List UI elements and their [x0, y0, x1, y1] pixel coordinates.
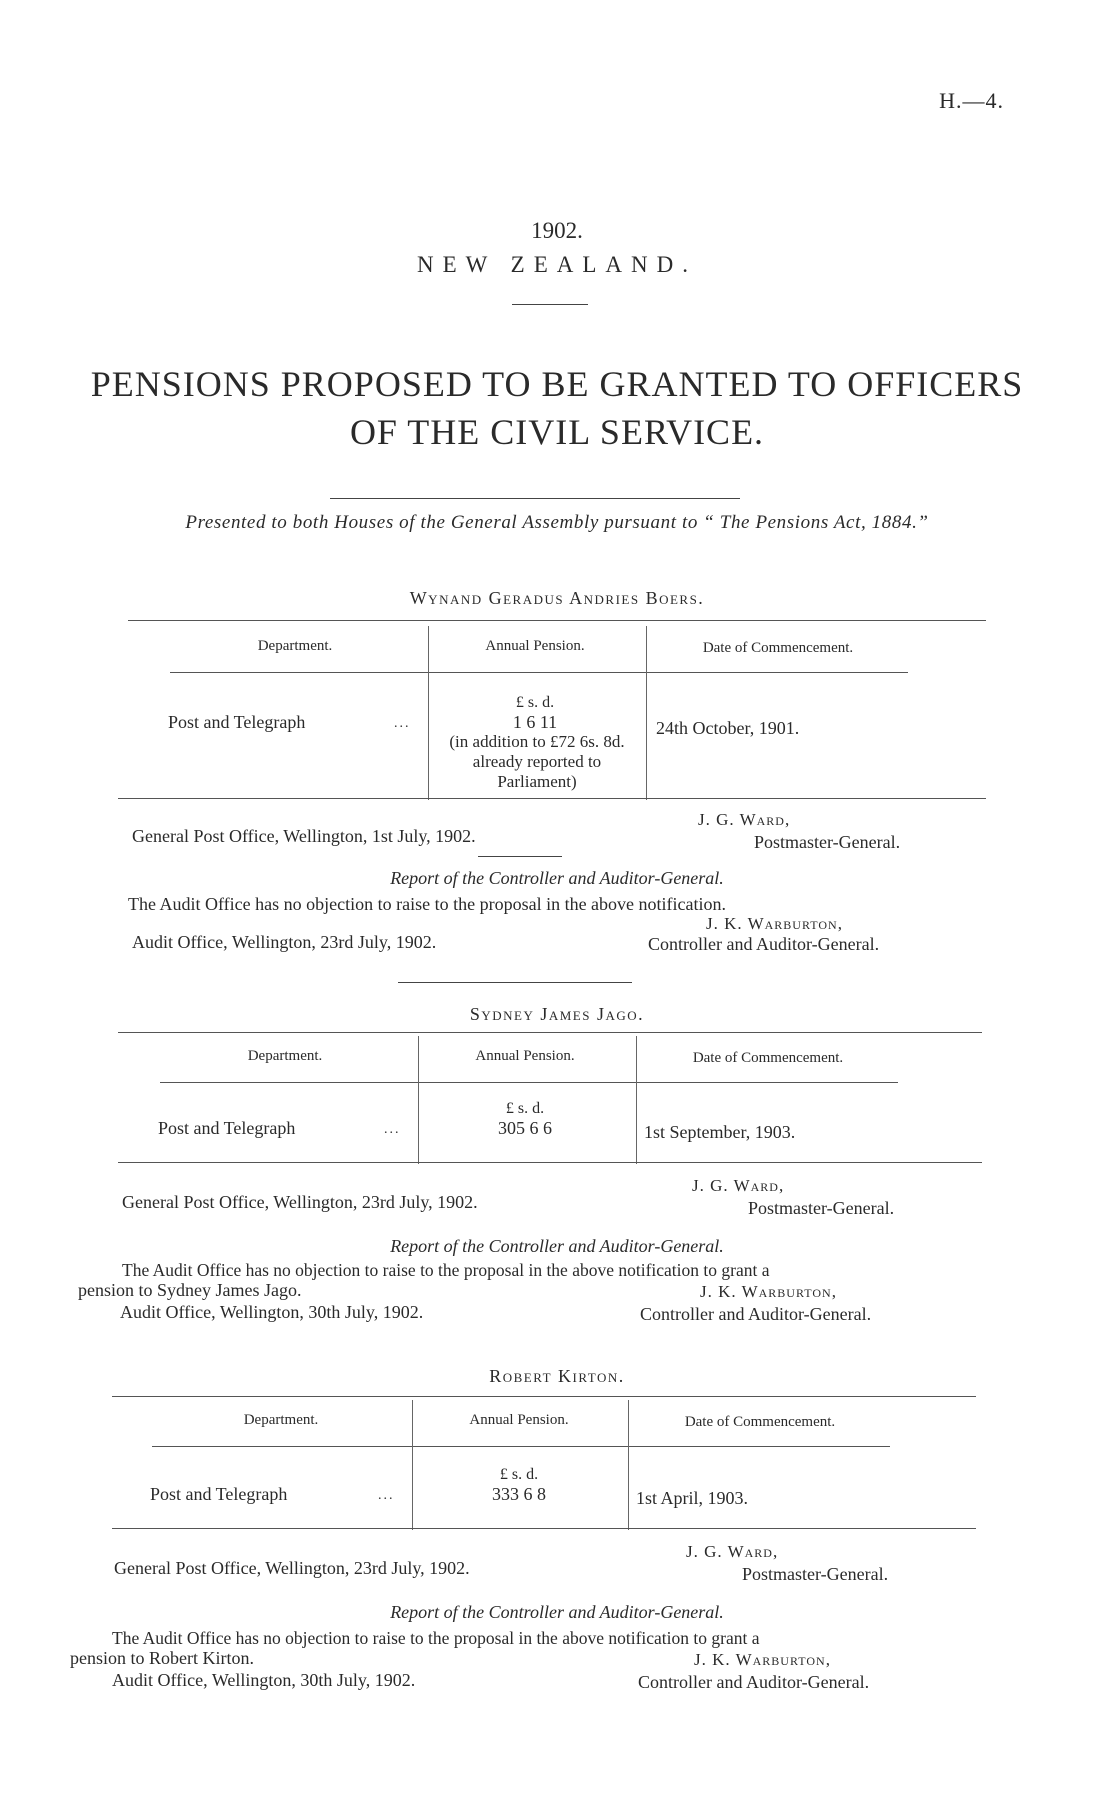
table-top-rule	[128, 620, 986, 621]
postmaster-name: J. G. Ward,	[692, 1176, 785, 1195]
year: 1902.	[531, 218, 583, 243]
presented-statement: Presented to both Houses of the General Assembly pursuant to “ The Pensions Act, 1884.”	[185, 512, 929, 533]
gpo-dated-line: General Post Office, Wellington, 1st July, 1902.	[132, 826, 476, 846]
department-value: Post and Telegraph	[150, 1484, 288, 1504]
audit-dated-line: Audit Office, Wellington, 30th July, 1902.	[112, 1670, 416, 1690]
country: NEW ZEALAND.	[416, 252, 698, 277]
report-heading: Report of the Controller and Auditor-General.	[390, 1602, 724, 1622]
currency-header: £ s. d.	[505, 1100, 545, 1117]
postmaster-name: J. G. Ward,	[686, 1542, 779, 1561]
column-divider	[428, 626, 429, 800]
column-divider	[418, 1036, 419, 1164]
postmaster-title: Postmaster-General.	[754, 832, 901, 852]
audit-statement-continued: pension to Sydney James Jago.	[78, 1280, 302, 1300]
header-rule	[160, 1082, 898, 1083]
column-header-department: Department.	[257, 638, 333, 654]
pension-note: (in addition to £72 6s. 8d. already reported to Parliament)	[449, 732, 625, 791]
department-value: Post and Telegraph	[168, 712, 306, 732]
divider	[330, 498, 740, 499]
table-bottom-rule	[118, 798, 986, 799]
leader-dots: ...	[394, 716, 411, 731]
column-divider	[628, 1400, 629, 1530]
leader-dots: ...	[384, 1122, 401, 1137]
auditor-name: J. K. Warburton,	[700, 1282, 837, 1301]
auditor-name: J. K. Warburton,	[706, 914, 843, 933]
pension-amount: 305 6 6	[498, 1118, 552, 1138]
column-header-pension: Annual Pension.	[475, 1048, 575, 1064]
header-rule	[170, 672, 908, 673]
column-header-pension: Annual Pension.	[469, 1412, 569, 1428]
postmaster-title: Postmaster-General.	[742, 1564, 889, 1584]
column-header-date: Date of Commencement.	[702, 640, 854, 656]
header-rule	[152, 1446, 890, 1447]
column-divider	[646, 626, 647, 800]
table-bottom-rule	[112, 1528, 976, 1529]
audit-dated-line: Audit Office, Wellington, 30th July, 1902.	[120, 1302, 424, 1322]
table-top-rule	[112, 1396, 976, 1397]
document-title-line2: OF THE CIVIL SERVICE.	[349, 412, 765, 452]
gpo-dated-line: General Post Office, Wellington, 23rd July, 1902.	[122, 1192, 478, 1212]
pensioner-name: Robert Kirton.	[489, 1366, 625, 1386]
department-value: Post and Telegraph	[158, 1118, 296, 1138]
audit-statement: The Audit Office has no objection to raise to the proposal in the above notification to grant a	[122, 1260, 770, 1280]
report-heading: Report of the Controller and Auditor-General.	[390, 868, 724, 888]
document-reference: H.—4.	[939, 88, 1004, 113]
auditor-name: J. K. Warburton,	[694, 1650, 831, 1669]
document-title-line1: PENSIONS PROPOSED TO BE GRANTED TO OFFICERS	[90, 364, 1024, 404]
column-header-department: Department.	[247, 1048, 323, 1064]
pensioner-name: Wynand Geradus Andries Boers.	[409, 588, 705, 608]
divider	[398, 982, 632, 983]
audit-statement-continued: pension to Robert Kirton.	[70, 1648, 254, 1668]
divider	[478, 856, 562, 857]
divider	[512, 304, 588, 305]
leader-dots: ...	[378, 1488, 395, 1503]
column-header-date: Date of Commencement.	[684, 1414, 836, 1430]
postmaster-title: Postmaster-General.	[748, 1198, 895, 1218]
auditor-title: Controller and Auditor-General.	[648, 934, 880, 954]
audit-statement: The Audit Office has no objection to raise to the proposal in the above notification to grant a	[112, 1628, 760, 1648]
commencement-date: 1st April, 1903.	[636, 1488, 749, 1508]
currency-header: £ s. d.	[515, 694, 555, 711]
audit-dated-line: Audit Office, Wellington, 23rd July, 1902.	[132, 932, 437, 952]
column-header-date: Date of Commencement.	[692, 1050, 844, 1066]
commencement-date: 1st September, 1903.	[644, 1122, 796, 1142]
column-header-pension: Annual Pension.	[485, 638, 585, 654]
postmaster-name: J. G. Ward,	[698, 810, 791, 829]
auditor-title: Controller and Auditor-General.	[638, 1672, 870, 1692]
column-divider	[636, 1036, 637, 1164]
table-top-rule	[118, 1032, 982, 1033]
commencement-date: 24th October, 1901.	[656, 718, 800, 738]
gpo-dated-line: General Post Office, Wellington, 23rd July, 1902.	[114, 1558, 470, 1578]
column-divider	[412, 1400, 413, 1530]
report-heading: Report of the Controller and Auditor-General.	[390, 1236, 724, 1256]
audit-statement: The Audit Office has no objection to raise to the proposal in the above notification.	[128, 894, 727, 914]
table-bottom-rule	[118, 1162, 982, 1163]
currency-header: £ s. d.	[499, 1466, 539, 1483]
pension-amount: 333 6 8	[492, 1484, 546, 1504]
pensioner-name: Sydney James Jago.	[469, 1004, 645, 1024]
column-header-department: Department.	[243, 1412, 319, 1428]
pension-amount: 1 6 11	[512, 712, 558, 732]
auditor-title: Controller and Auditor-General.	[640, 1304, 872, 1324]
